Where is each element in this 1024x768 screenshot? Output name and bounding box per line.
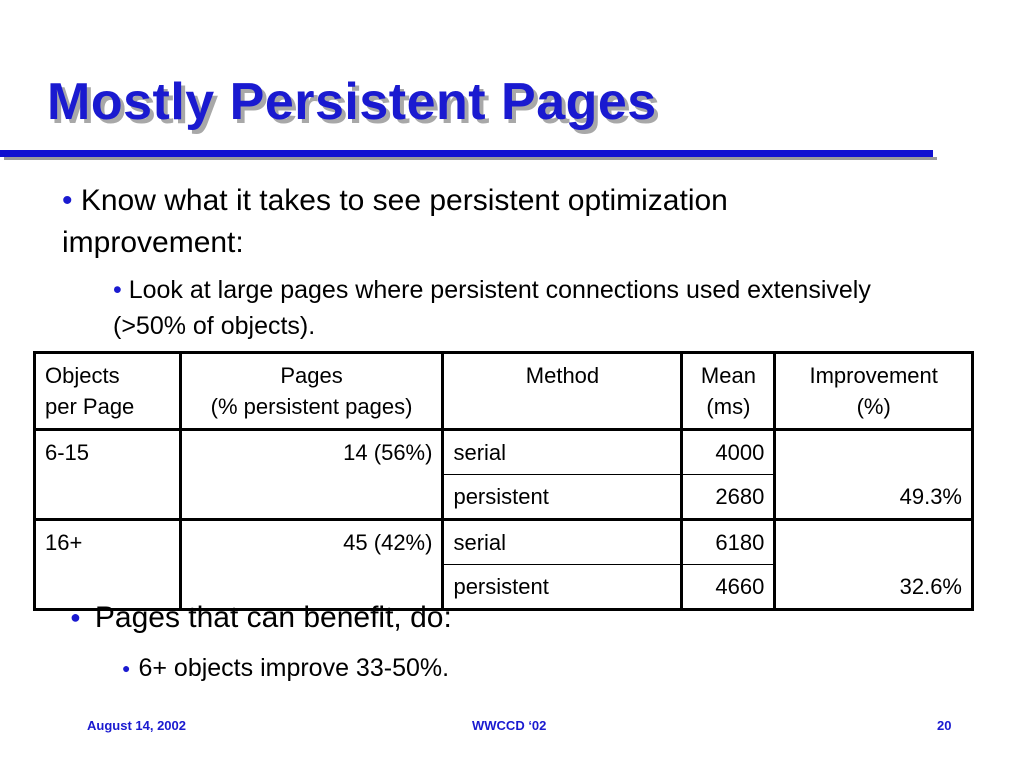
bullet-icon: ● xyxy=(70,607,81,627)
table-row xyxy=(35,520,973,565)
bullet-text: Know what it takes to see persistent optimization improvement: xyxy=(62,184,728,259)
cell-mean: 4660 xyxy=(682,565,775,610)
header-mean: Mean (ms) xyxy=(682,353,775,430)
results-table xyxy=(33,351,974,611)
cell-pages: 14 (56%) xyxy=(180,430,443,520)
bullet-level1-item xyxy=(62,180,862,264)
cell-method: serial xyxy=(443,430,682,475)
bullet-level2-item xyxy=(113,272,873,344)
footer-date: August 14, 2002 xyxy=(87,718,186,733)
bullet-icon: ● xyxy=(122,660,131,676)
cell-method: serial xyxy=(443,520,682,565)
cell-pages: 45 (42%) xyxy=(180,520,443,610)
bullet-icon: • xyxy=(113,276,122,304)
bullet-text: Pages that can benefit, do: xyxy=(94,601,452,634)
bullet-text: 6+ objects improve 33-50%. xyxy=(138,654,450,682)
title-underline-shadow xyxy=(4,157,937,160)
cell-mean: 2680 xyxy=(682,475,775,520)
header-objects: Objects per Page xyxy=(35,353,181,430)
bullet-icon: • xyxy=(62,184,73,217)
slide-title: Mostly Persistent Pages xyxy=(47,73,657,131)
header-method: Method xyxy=(443,353,682,430)
bullet-level1-item xyxy=(70,597,452,638)
bullet-text: Look at large pages where persistent connections used extensively (>50% of objects). xyxy=(113,276,871,340)
header-pages: Pages (% persistent pages) xyxy=(180,353,443,430)
title-underline xyxy=(0,150,933,157)
cell-method: persistent xyxy=(443,565,682,610)
footer-page-number: 20 xyxy=(937,718,952,733)
footer-conference: WWCCD ‘02 xyxy=(472,718,547,733)
cell-method: persistent xyxy=(443,475,682,520)
header-improvement: Improvement (%) xyxy=(775,353,973,430)
bullet-level2-item xyxy=(122,650,449,686)
cell-objects: 16+ xyxy=(35,520,181,610)
table-header-row xyxy=(35,353,973,430)
cell-improvement: 49.3% xyxy=(775,430,973,520)
cell-mean: 6180 xyxy=(682,520,775,565)
cell-objects: 6-15 xyxy=(35,430,181,520)
cell-mean: 4000 xyxy=(682,430,775,475)
table-row xyxy=(35,430,973,475)
cell-improvement: 32.6% xyxy=(775,520,973,610)
